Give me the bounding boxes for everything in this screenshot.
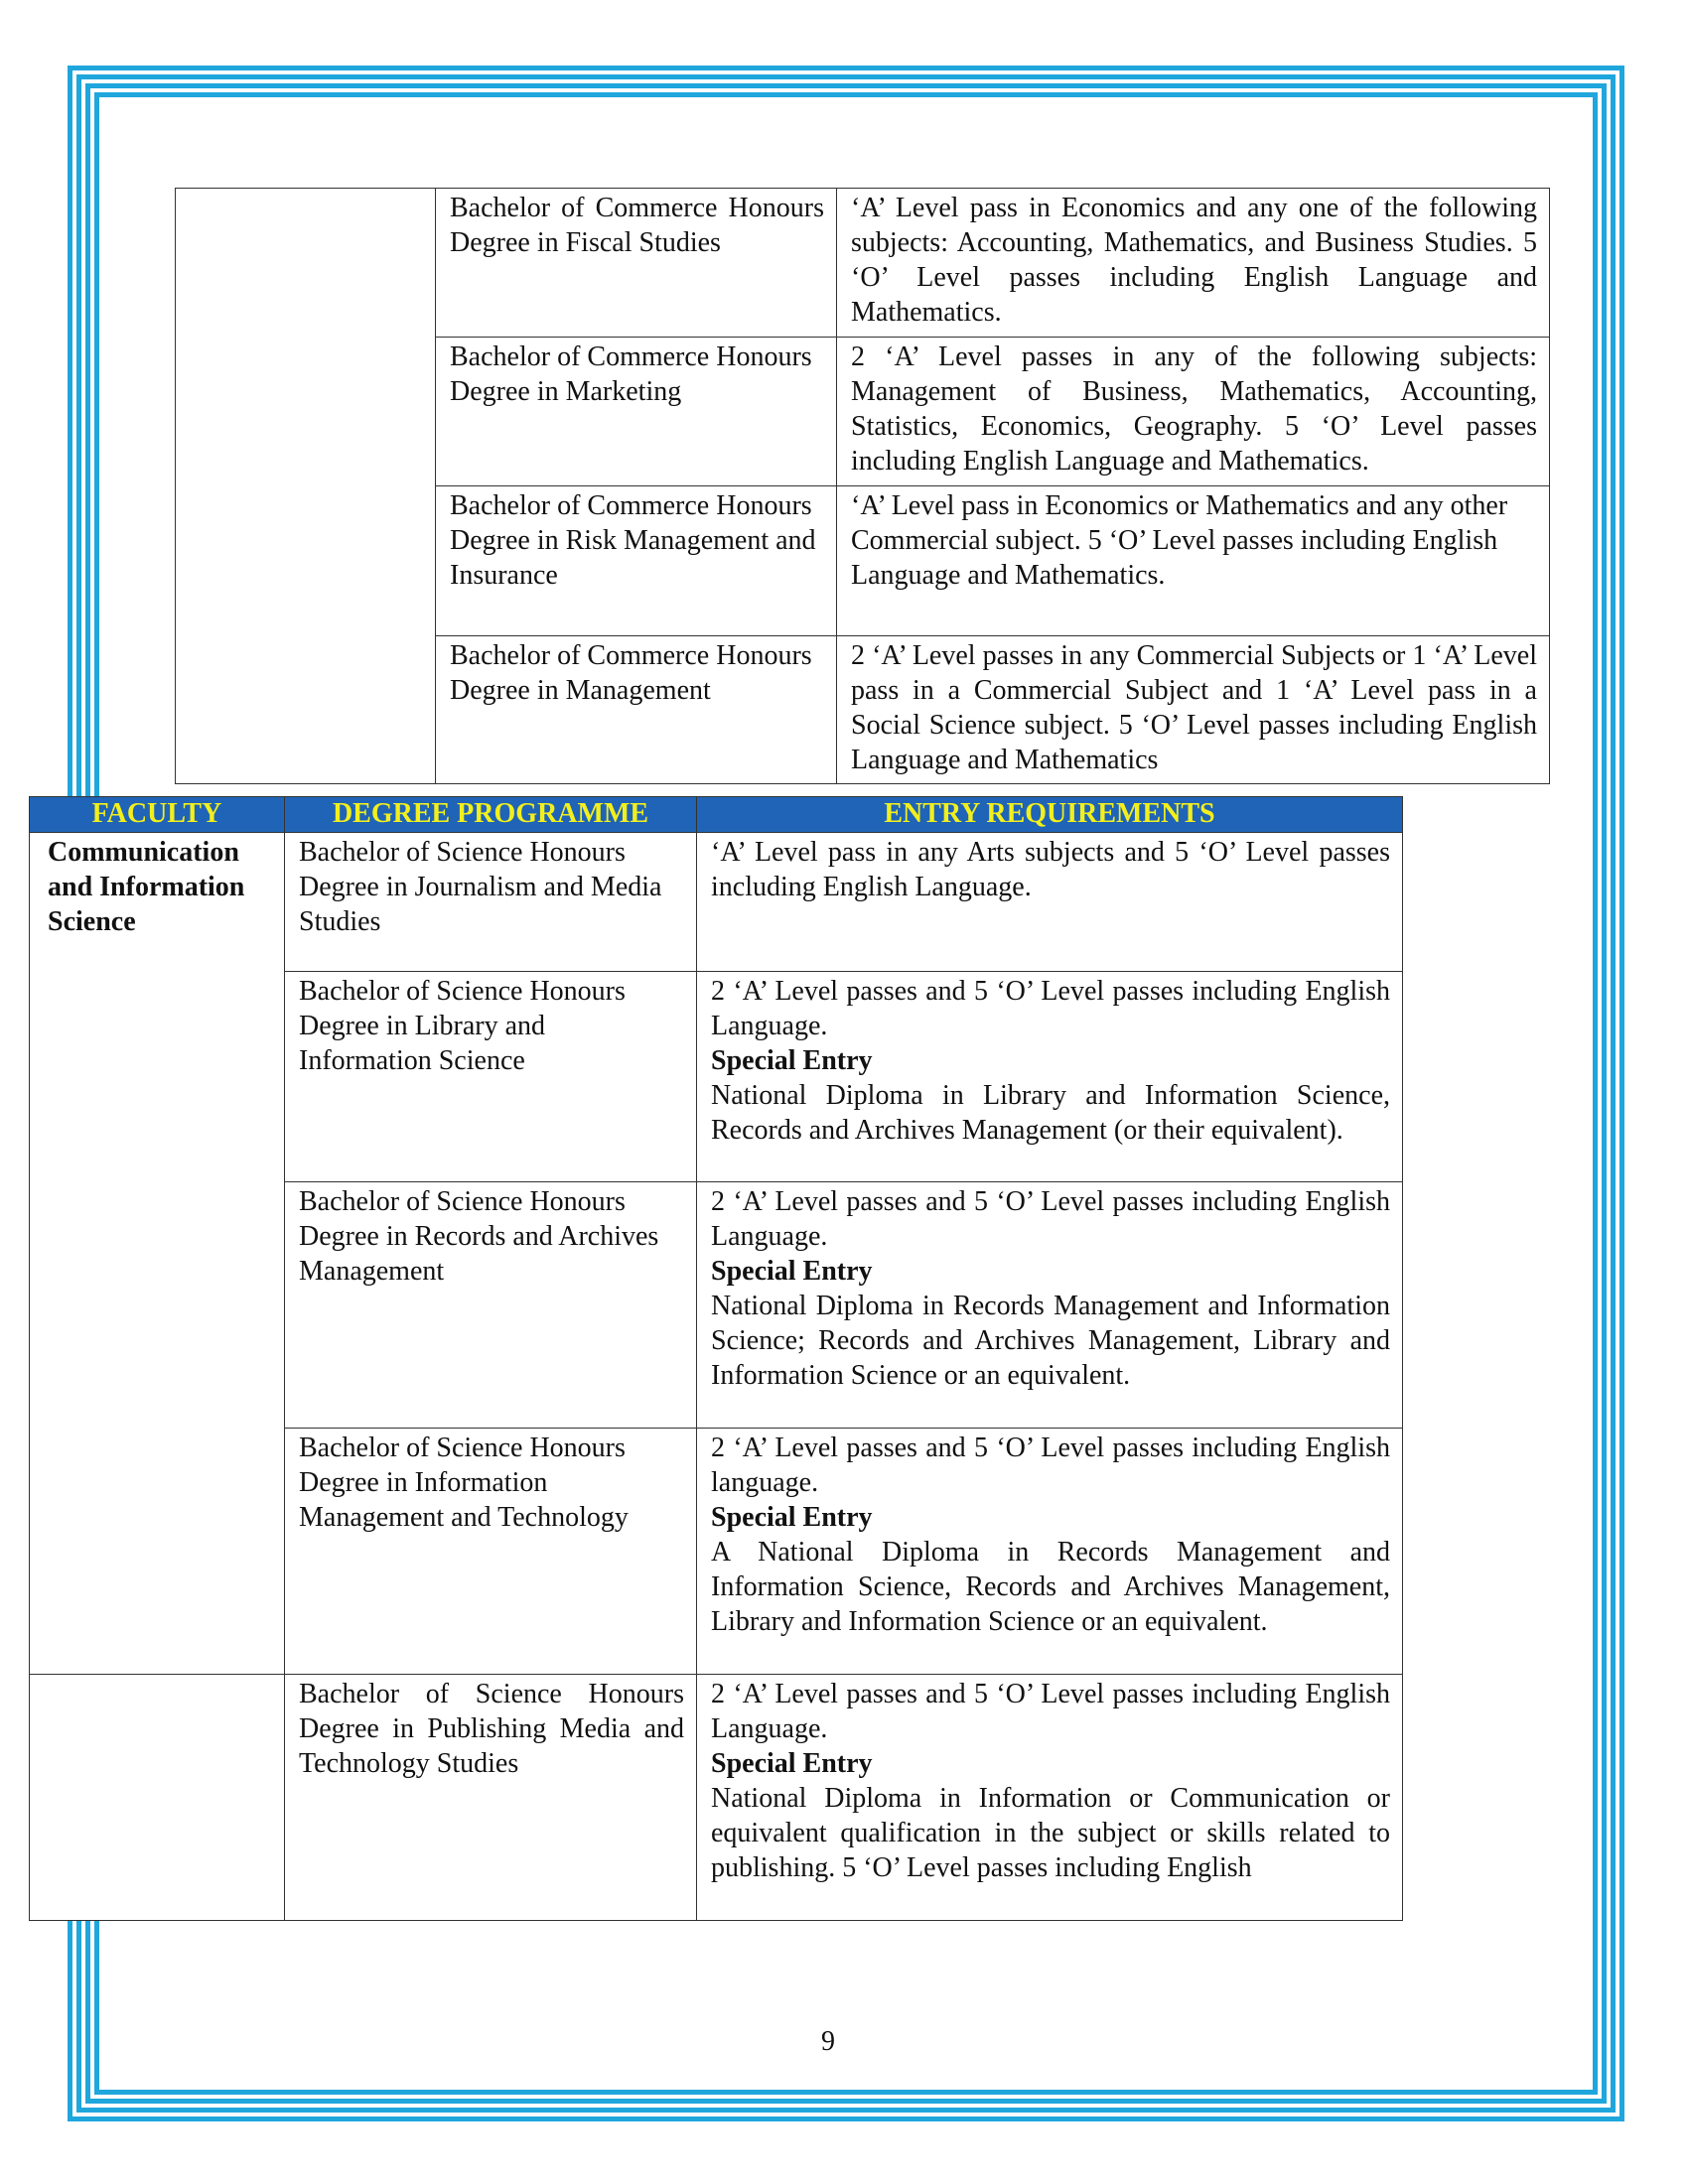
special-entry-label: Special Entry [711, 1256, 873, 1287]
commerce-programmes-table [175, 188, 1550, 784]
requirements-text: 2 ‘A’ Level passes and 5 ‘O’ Level passes including English Language. [711, 976, 1390, 1041]
special-entry-label: Special Entry [711, 1045, 873, 1076]
header-degree-programme: DEGREE PROGRAMME [285, 797, 697, 833]
header-faculty: FACULTY [30, 797, 285, 833]
communication-programmes-table [29, 796, 1403, 1921]
table-row [176, 189, 1550, 338]
special-entry-text: National Diploma in Library and Information Science, Records and Archives Management (or their equivalent). [711, 1080, 1390, 1146]
requirements-cell [697, 1182, 1403, 1429]
requirements-cell: ‘A’ Level pass in any Arts subjects and 5 ‘O’ Level passes including English Language. [697, 833, 1403, 972]
requirements-text: 2 ‘A’ Level passes and 5 ‘O’ Level passes including English Language. [711, 1679, 1390, 1744]
faculty-cell: Communication and Information Science [30, 833, 285, 1675]
requirements-cell [697, 1675, 1403, 1921]
table-row [30, 833, 1403, 972]
special-entry-label: Special Entry [711, 1502, 873, 1533]
faculty-cell-empty [30, 1675, 285, 1921]
programme-cell: Bachelor of Commerce Honours Degree in Risk Management and Insurance [436, 486, 837, 636]
programme-cell: Bachelor of Commerce Honours Degree in Management [436, 636, 837, 784]
special-entry-text: National Diploma in Information or Communication or equivalent qualification in the subject or skills related to publishing. 5 ‘O’ Level passes including English [711, 1783, 1390, 1883]
programme-cell: Bachelor of Science Honours Degree in Records and Archives Management [285, 1182, 697, 1429]
programme-cell: Bachelor of Commerce Honours Degree in Marketing [436, 338, 837, 486]
header-entry-requirements: ENTRY REQUIREMENTS [697, 797, 1403, 833]
requirements-cell [697, 1429, 1403, 1675]
faculty-cell-empty [176, 189, 436, 784]
table-row [30, 1675, 1403, 1921]
requirements-text: 2 ‘A’ Level passes and 5 ‘O’ Level passes including English language. [711, 1433, 1390, 1498]
special-entry-text: A National Diploma in Records Management and Information Science, Records and Archives Management, Library and Information Science or an equivalent. [711, 1537, 1390, 1637]
programme-cell: Bachelor of Science Honours Degree in Journalism and Media Studies [285, 833, 697, 972]
programme-cell: Bachelor of Science Honours Degree in Information Management and Technology [285, 1429, 697, 1675]
special-entry-label: Special Entry [711, 1748, 873, 1779]
special-entry-text: National Diploma in Records Management and Information Science; Records and Archives Management, Library and Information Science or an equivalent. [711, 1291, 1390, 1391]
requirements-cell: ‘A’ Level pass in Economics and any one of the following subjects: Accounting, Mathematics, and Business Studies. 5 ‘O’ Level passes including English Language and Mathematics. [837, 189, 1550, 338]
table-header-row [30, 797, 1403, 833]
programme-cell: Bachelor of Science Honours Degree in Library and Information Science [285, 972, 697, 1182]
page-number: 9 [821, 2026, 835, 2057]
requirements-cell: 2 ‘A’ Level passes in any Commercial Subjects or 1 ‘A’ Level pass in a Commercial Subject and 1 ‘A’ Level pass in a Social Science subject. 5 ‘O’ Level passes including English Language and Mathematics [837, 636, 1550, 784]
requirements-cell: ‘A’ Level pass in Economics or Mathematics and any other Commercial subject. 5 ‘O’ Level passes including English Language and Mathematics. [837, 486, 1550, 636]
programme-cell: Bachelor of Commerce Honours Degree in Fiscal Studies [436, 189, 837, 338]
requirements-cell: 2 ‘A’ Level passes in any of the following subjects: Management of Business, Mathematics, Accounting, Statistics, Economics, Geography. 5 ‘O’ Level passes including English Language and Mathematics. [837, 338, 1550, 486]
requirements-cell [697, 972, 1403, 1182]
programme-cell: Bachelor of Science Honours Degree in Publishing Media and Technology Studies [285, 1675, 697, 1921]
requirements-text: 2 ‘A’ Level passes and 5 ‘O’ Level passes including English Language. [711, 1186, 1390, 1252]
